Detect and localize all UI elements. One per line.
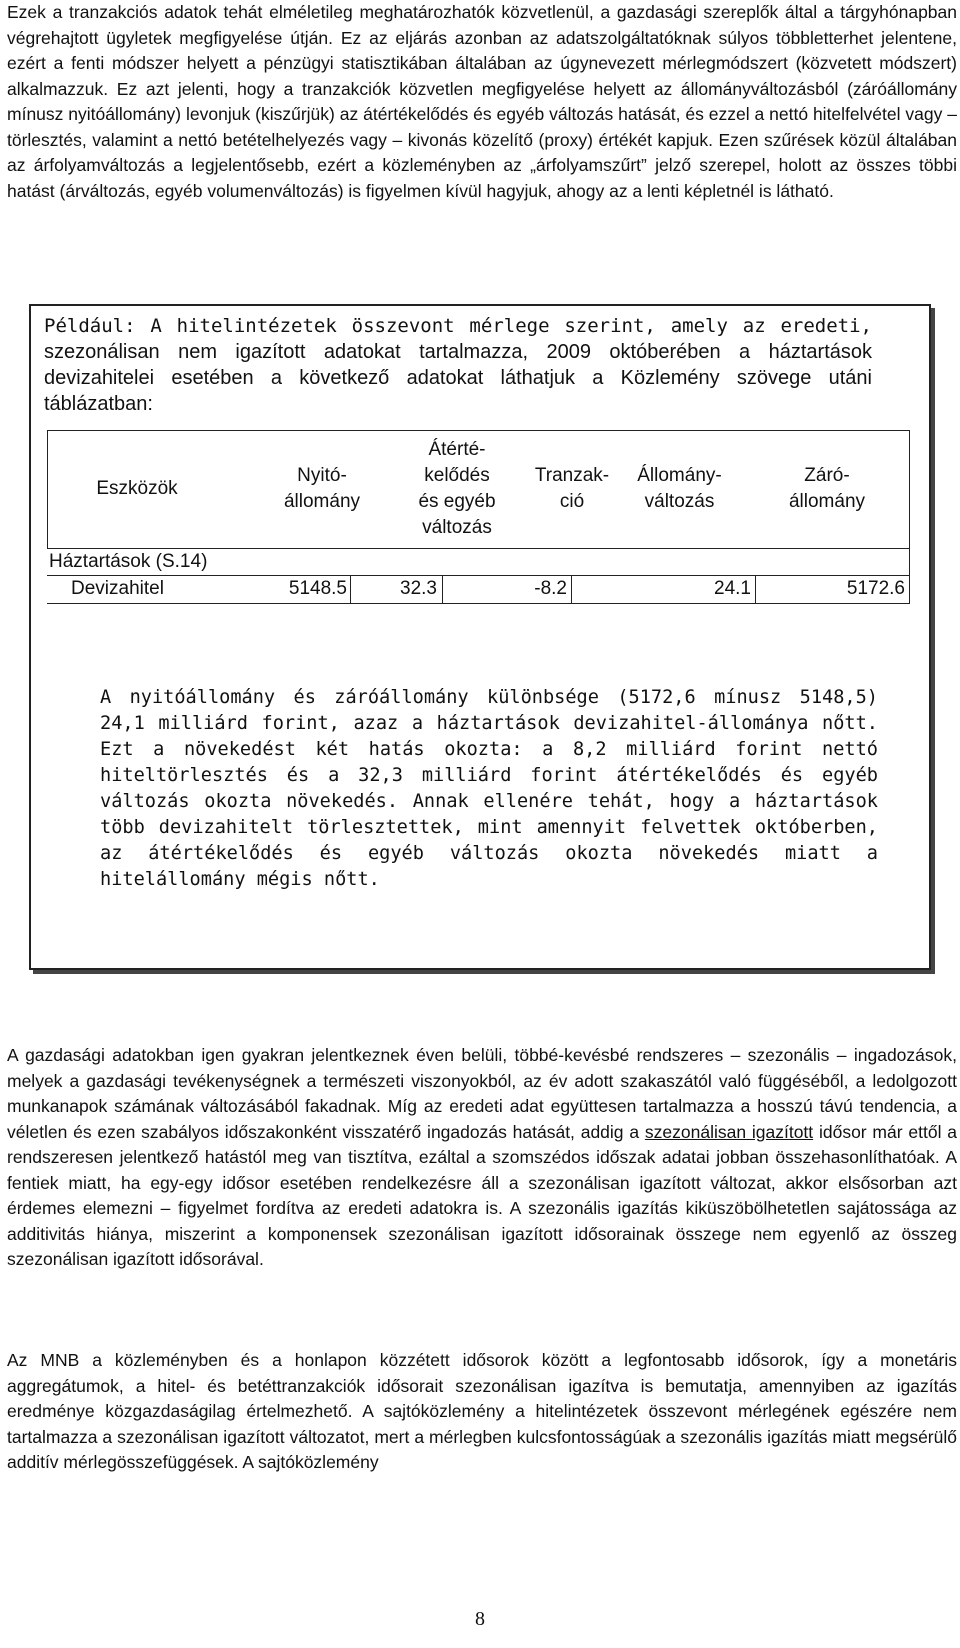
example-intro-rest: szezonálisan nem igazított adatokat tartalmazza, 2009 októberében a háztartások devizahitelei esetében a következő adatokat láthatjuk a Közlemény szövege utáni táblázatban: xyxy=(44,341,872,415)
cell-revaluation: 32.3 xyxy=(400,578,437,599)
header-closing xyxy=(757,430,897,548)
paragraph-transactions: Ezek a tranzakciós adatok tehát elméletileg meghatározhatók közvetlenül, a gazdasági szereplők által a tárgyhónapban végrehajtott ügyletek megfigyelése útján. Ez az eljárás azonban az adatszolgáltatóknak súlyos többletterhet jelentene, ezért a fenti módszer helyett a pénzügyi statisztikában általában az úgynevezett mérlegmódszert (közvetett módszert) alkalmazzuk. Ez azt jelenti, hogy a tranzakciók közvetlen megfigyelése helyett az állományváltozásból (záróállomány mínusz nyitóállomány) levonjuk (kiszűrjük) az átértékelődés és egyéb változás hatását, és ezzel a nettó hitelfelvétel vagy – törlesztés, valamint a nettó betételhelyezés vagy – kivonás közelítő (proxy) értékét kapjuk. Ezen szűrések közül általában az árfolyamváltozás a legjelentősebb, ezért a közleményben az „árfolyamszűrt” jelző szerepel, holott az összes többi hatást (árváltozás, egyéb volumenváltozás) is figyelmen kívül hagyjuk, ahogy az a lenti képletnél is látható. xyxy=(7,2,957,201)
header-revaluation xyxy=(397,430,517,548)
example-explanation: A nyitóállomány és záróállomány különbsége (5172,6 mínusz 5148,5) 24,1 milliárd forint, azaz a háztartások devizahitel-állománya nőtt. Ezt a növekedést két hatás okozta: a 8,2 milliárd forint nettó hiteltörlesztés és a 32,3 milliárd forint átértékelődés és egyéb változás okozta növekedés. Annak ellenére tehát, hogy a háztartások több devizahitelt törlesztettek, mint amennyit felvettek októberben, az átértékelődés és egyéb változás okozta növekedés miatt a hitelállomány mégis nőtt. xyxy=(100,687,878,890)
page-number: 8 xyxy=(475,1608,485,1630)
example-intro xyxy=(44,313,872,417)
table-bottom-border xyxy=(47,603,910,604)
header-transaction xyxy=(512,430,632,548)
header-change-label: Állomány- változás xyxy=(637,465,722,512)
example-intro-lead: Például: A hitelintézetek összevont mérlege szerint, amely az eredeti, xyxy=(44,315,872,337)
header-revaluation-label: Átérté- kelődés és egyéb változás xyxy=(418,439,496,538)
header-change xyxy=(617,430,742,548)
cell-change: 24.1 xyxy=(714,578,751,599)
table-right-border xyxy=(909,430,910,604)
group-label-households: Háztartások (S.14) xyxy=(49,551,208,572)
table-col-divider xyxy=(442,575,443,603)
cell-opening: 5148.5 xyxy=(288,578,347,599)
header-transaction-label: Tranzak- ció xyxy=(534,465,610,512)
seasonally-adjusted-term: szezonálisan igazított xyxy=(644,1121,814,1142)
header-opening xyxy=(262,430,382,548)
paragraph-seasonal-end: idősor már ettől a rendszeresen jelentkező hatástól meg van tisztítva, ezáltal a szomszédos időszak adatai jobban összehasonlíthatóak. A fentiek miatt, ha egy-egy idősor esetében rendelkezésre áll a szezonálisan igazított változat, akkor elsősorban azt érdemes elemezni – figyelmet fordítva az eredeti adatokra is. A szezonális igazítás kiküszöbölhetetlen sajátossága az additivitás hiánya, miszerint a komponensek szezonálisan igazított idősorainak összege nem egyenlő az összeg szezonálisan igazított idősorával. xyxy=(7,1121,957,1269)
table-col-divider xyxy=(571,575,572,603)
header-assets-label: Eszközök xyxy=(96,478,178,499)
cell-transaction: -8.2 xyxy=(534,578,567,599)
paragraph-mnb-publication: Az MNB a közleményben és a honlapon közzétett idősorok között a legfontosabb idősorok, így a monetáris aggregátumok, a hitel- és betéttranzakciók idősorait szezonálisan igazítva is bemutatja, amennyiben az igazítás eredménye közgazdaságilag értelmezhető. A sajtóközlemény a hitelintézetek összevont mérlegének egészére nem tartalmazza a szezonálisan igazított változatot, mert a mérlegben kulcsfontosságúak a szezonális igazítás miatt megsérülő additív mérlegösszefüggések. A sajtóközlemény xyxy=(7,1350,957,1472)
paragraph-seasonal-start: A gazdasági adatokban igen gyakran jelentkeznek éven belüli, többé-kevésbé rendszeres – szezonális – ingadozások, melyek a gazdasági tevékenységnek a természeti viszonyokból, az év adott szakaszától való függéséből, a ledolgozott munkanapok számának változásából fakadnak. Míg az eredeti adat együttesen tartalmazza a hosszú távú tendencia, a véletlen és ezen szabályos időszakonként visszatérő ingadozás hatását, addig a xyxy=(7,1045,957,1142)
header-assets xyxy=(47,430,227,548)
header-closing-label: Záró- állomány xyxy=(788,465,866,512)
table-col-divider xyxy=(755,575,756,603)
cell-closing: 5172.6 xyxy=(846,578,905,599)
row-label-foreign-currency-loan: Devizahitel xyxy=(71,578,164,599)
paragraph-seasonal xyxy=(7,1043,957,1273)
example-table xyxy=(47,439,910,665)
header-opening-label: Nyitó- állomány xyxy=(283,465,361,512)
